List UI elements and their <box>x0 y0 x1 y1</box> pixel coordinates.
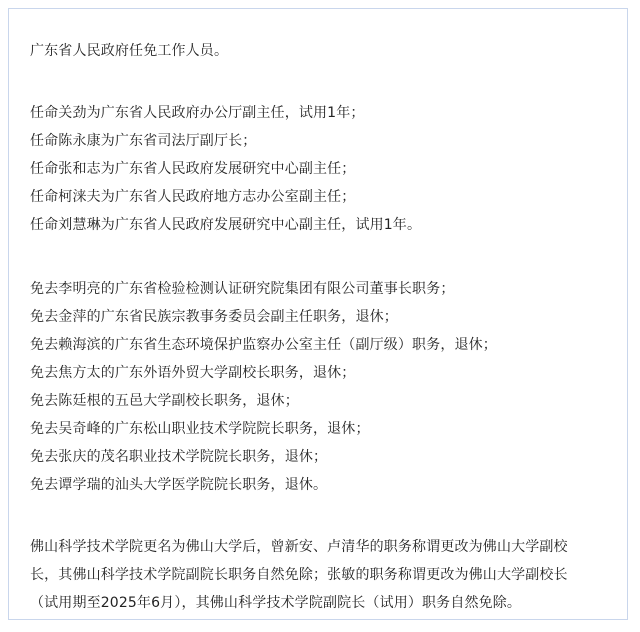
removals-list <box>30 275 611 499</box>
document-frame <box>8 8 628 620</box>
removal-item: 免去谭学瑞的汕头大学医学院院长职务，退休。 <box>30 477 328 493</box>
removal-item: 免去张庆的茂名职业技术学院院长职务，退休； <box>30 449 328 465</box>
closing-line: 长，其佛山科学技术学院副院长职务自然免除；张敏的职务称谓更改为佛山大学副校长 <box>30 567 568 583</box>
removal-item: 免去赖海滨的广东省生态环境保护监察办公室主任（副厅级）职务，退休； <box>30 337 497 353</box>
appointments-list <box>30 99 611 239</box>
spacer <box>30 239 611 275</box>
intro-text: 广东省人民政府任免工作人员。 <box>30 43 229 59</box>
closing-paragraph <box>30 533 611 617</box>
document-body <box>30 37 611 617</box>
appointment-item: 任命刘慧琳为广东省人民政府发展研究中心副主任，试用1年。 <box>30 217 422 233</box>
appointment-item: 任命张和志为广东省人民政府发展研究中心副主任； <box>30 161 356 177</box>
appointment-item: 任命陈永康为广东省司法厅副厅长； <box>30 133 257 149</box>
removal-item: 免去陈廷根的五邑大学副校长职务，退休； <box>30 393 299 409</box>
removal-item: 免去焦方太的广东外语外贸大学副校长职务，退休； <box>30 365 356 381</box>
spacer <box>30 499 611 533</box>
closing-line: （试用期至2025年6月），其佛山科学技术学院副院长（试用）职务自然免除。 <box>30 595 522 611</box>
removal-item: 免去李明亮的广东省检验检测认证研究院集团有限公司董事长职务； <box>30 281 455 297</box>
appointment-item: 任命柯涞夫为广东省人民政府地方志办公室副主任； <box>30 189 356 205</box>
closing-line: 佛山科学技术学院更名为佛山大学后，曾新安、卢清华的职务称谓更改为佛山大学副校 <box>30 539 568 555</box>
removal-item: 免去吴奇峰的广东松山职业技术学院院长职务，退休； <box>30 421 370 437</box>
spacer <box>30 65 611 99</box>
removal-item: 免去金萍的广东省民族宗教事务委员会副主任职务，退休； <box>30 309 398 325</box>
appointment-item: 任命关劲为广东省人民政府办公厅副主任，试用1年； <box>30 105 365 121</box>
